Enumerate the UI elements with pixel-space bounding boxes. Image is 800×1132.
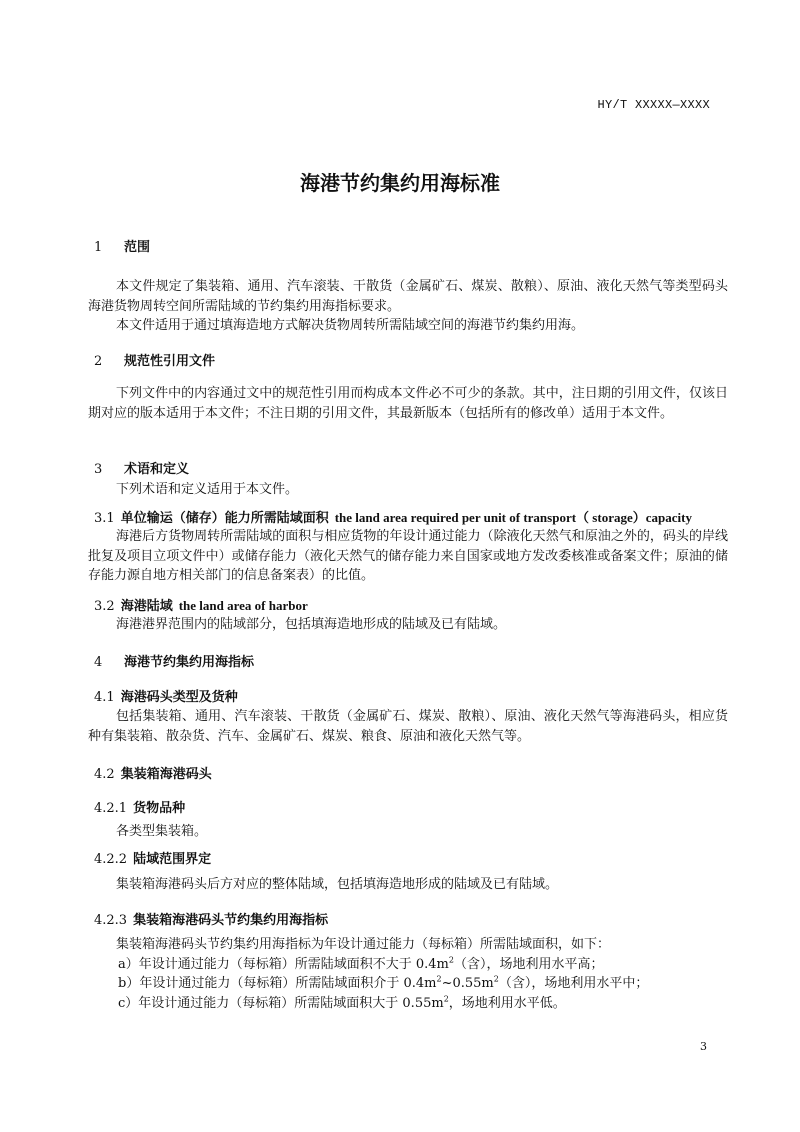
paragraph: 下列术语和定义适用于本文件。 [116,482,299,497]
term-number: 3.1 [94,511,115,526]
subsection-title: 陆域范围界定 [133,852,212,867]
paragraph: 集装箱海港码头后方对应的整体陆域，包括填海造地形成的陆域及已有陆域。 [116,877,559,892]
section-1-body [88,277,728,336]
term-name: 单位输运（储存）能力所需陆域面积 [120,511,329,526]
document-title: 海港节约集约用海标准 [300,171,500,195]
paragraph: 集装箱海港码头节约集约用海指标为年设计通过能力（每标箱）所需陆域面积，如下： [116,937,611,952]
subsection-4-1-body [88,707,728,746]
term-name: 海港陆域 [120,599,173,614]
paragraph: 本文件适用于通过填海造地方式解决货物周转所需陆域空间的海港节约集约用海。 [116,318,585,333]
list-item-b: b）年设计通过能力（每标箱）所需陆域面积介于 $0.4m^2\sim 0.55m^2$（含），场地利用水平中； [118,974,649,991]
term-3-1-definition [88,527,728,586]
section-number: 1 [94,240,103,255]
subsection-4-2-3-heading [94,909,328,928]
section-4-heading [94,651,254,670]
term-3-2-definition [88,615,728,635]
section-2-heading [94,350,215,369]
subsection-4-2-1-heading [94,797,185,816]
subsection-4-2-heading [94,763,212,782]
subsection-4-2-3-body [88,935,728,1013]
subsection-title: 集装箱海港码头节约集约用海指标 [133,913,329,928]
section-1-heading [94,236,150,255]
subsection-number: 4.2.2 [94,852,128,867]
section-title: 范围 [124,240,151,255]
section-title: 术语和定义 [124,462,190,477]
section-3-intro [88,480,728,500]
subsection-title: 货物品种 [133,801,186,816]
section-title: 海港节约集约用海指标 [124,655,255,670]
paragraph: 海港港界范围内的陆域部分，包括填海造地形成的陆域及已有陆域。 [116,617,507,632]
section-title: 规范性引用文件 [124,354,216,369]
subsection-4-2-2-body [88,875,728,895]
subsection-title: 海港码头类型及货种 [120,690,238,705]
subsection-4-1-heading [94,686,238,705]
section-number: 3 [94,462,103,477]
paragraph: 海港后方货物周转所需陆域的面积与相应货物的年设计通过能力（除液化天然气和原油之外的，码头的岸线批复及项目立项文件中）或储存能力（液化天然气的储存能力来自国家或地方发改委核准或备案文件；原油的储存能力源自地方相关部门的信息备案表）的比值。 [88,529,728,583]
section-number: 2 [94,354,103,369]
section-3-heading [94,458,189,477]
paragraph: 本文件规定了集装箱、通用、汽车滚装、干散货（金属矿石、煤炭、散粮）、原油、液化天然气等类型码头海港货物周转空间所需陆域的节约集约用海指标要求。 [88,279,728,314]
term-english: the land area required per unit of transport（ storage）capacity [334,510,692,525]
term-english: the land area of harbor [178,598,308,613]
subsection-number: 4.2 [94,767,115,782]
paragraph: 各类型集装箱。 [116,824,208,839]
section-2-body [88,384,728,423]
subsection-4-2-1-body [88,822,728,842]
subsection-number: 4.2.3 [94,913,128,928]
subsection-title: 集装箱海港码头 [120,767,212,782]
subsection-number: 4.2.1 [94,801,128,816]
list-item-a: a）年设计通过能力（每标箱）所需陆域面积不大于 $0.4m^2$（含），场地利用水平高； [118,955,604,972]
section-number: 4 [94,655,103,670]
term-number: 3.2 [94,599,115,614]
term-3-1-heading [94,507,692,526]
document-number: HY/T XXXXX—XXXX [597,98,710,112]
paragraph: 包括集装箱、通用、汽车滚装、干散货（金属矿石、煤炭、散粮）、原油、液化天然气等海港码头，相应货种有集装箱、散杂货、汽车、金属矿石、煤炭、粮食、原油和液化天然气等。 [88,709,728,744]
list-item-c: c）年设计通过能力（每标箱）所需陆域面积大于 $0.55m^2$，场地利用水平低。 [118,994,566,1011]
subsection-4-2-2-heading [94,848,211,867]
page-number: 3 [700,1040,707,1053]
paragraph: 下列文件中的内容通过文中的规范性引用而构成本文件必不可少的条款。其中，注日期的引用文件，仅该日期对应的版本适用于本文件；不注日期的引用文件，其最新版本（包括所有的修改单）适用于本文件。 [88,386,728,421]
term-3-2-heading [94,595,308,614]
subsection-number: 4.1 [94,690,115,705]
